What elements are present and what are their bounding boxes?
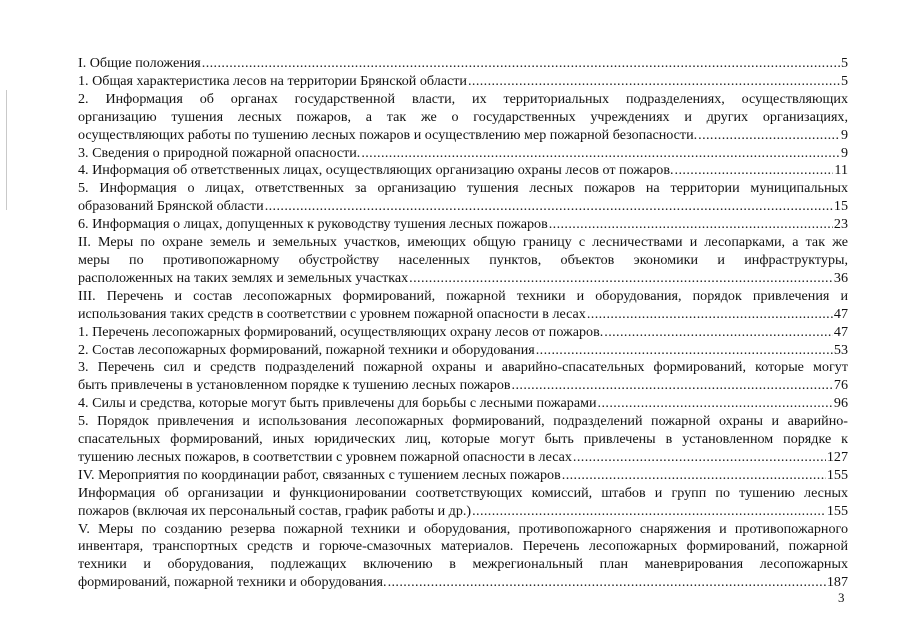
toc-page-ref: 155 [826,502,848,519]
toc-entry-line: 3. Перечень сил и средств подразделений пожарной охраны и аварийно-спасательных формирований, которые могут [78,359,848,376]
toc-entry-title: расположенных на таких землях и земельных участках [78,269,409,286]
toc-page-ref: 15 [833,198,848,215]
dot-leader [675,162,834,180]
toc-entry-final-line [78,73,848,91]
toc-entry[interactable] [78,467,848,485]
scan-margin-mark [6,90,7,210]
toc-entry-line: V. Меры по созданию резерва пожарной техники и оборудования, противопожарного снаряжения и противопожарного [78,520,848,537]
toc-entry-final-line [78,306,848,324]
toc-entry-title: IV. Мероприятия по координации работ, связанных с тушением лесных пожаров [78,466,561,483]
dot-leader [361,145,840,163]
dot-leader [472,503,826,521]
toc-page-ref: 53 [833,341,848,358]
toc-page-ref: 47 [833,305,848,322]
toc-entry[interactable] [78,395,848,413]
toc-entry-final-line [78,216,848,234]
dot-leader [573,449,826,467]
toc-page-ref: 47 [833,323,848,340]
toc-entry-final-line [78,395,848,413]
toc-entry-line: III. Перечень и состав лесопожарных формирований, пожарной техники и оборудования, порядок привлечения и [78,287,848,304]
toc-entry-final-line [78,162,848,180]
toc-entry-line: техники и оборудования, подлежащих включению в межрегиональный план маневрирования лесопожарных [78,556,848,573]
toc-entry-title: 4. Информация об ответственных лицах, осуществляющих организацию охраны лесов от пожаров. [78,162,674,179]
toc-entry-final-line [78,574,848,592]
toc-entry[interactable] [78,288,848,324]
toc-entry-line: меры по противопожарному обустройству населенных пунктов, объектов экономики и инфраструктуры, [78,251,848,268]
dot-leader [202,55,840,73]
toc-entry-line: 5. Порядок привлечения и использования лесопожарных формирований, подразделений пожарной охраны и аварийно- [78,413,848,430]
toc-entry-final-line [78,55,848,73]
toc-entry-final-line [78,324,848,342]
dot-leader [549,216,833,234]
toc-page-ref: 11 [834,162,848,179]
toc-entry[interactable] [78,359,848,395]
table-of-contents [78,55,848,592]
toc-entry[interactable] [78,55,848,73]
toc-entry[interactable] [78,216,848,234]
toc-page-ref: 9 [840,126,848,143]
toc-entry-title: использования таких средств в соответствии с уровнем пожарной опасности в лесах [78,305,586,322]
toc-entry-final-line [78,342,848,360]
dot-leader [388,574,826,592]
toc-page-ref: 36 [833,269,848,286]
toc-entry-title: осуществляющих работы по тушению лесных пожаров и осуществлению мер пожарной безопасности. [78,126,698,143]
dot-leader [409,270,833,288]
toc-entry-line: 2. Информация об органах государственной власти, их территориальных подразделениях, осуществляющих [78,90,848,107]
toc-entry[interactable] [78,162,848,180]
dot-leader [698,127,840,145]
toc-entry[interactable] [78,145,848,163]
toc-entry[interactable] [78,413,848,467]
dot-leader [604,324,833,342]
toc-entry[interactable] [78,324,848,342]
toc-entry-title: 1. Перечень лесопожарных формирований, осуществляющих охрану лесов от пожаров. [78,323,604,340]
toc-entry[interactable] [78,234,848,288]
toc-entry[interactable] [78,180,848,216]
dot-leader [598,395,833,413]
toc-entry-final-line [78,270,848,288]
toc-page-ref: 76 [833,377,848,394]
toc-entry-final-line [78,467,848,485]
toc-entry-title: быть привлечены в установленном порядке к тушению лесных пожаров [78,377,511,394]
toc-entry-line: II. Меры по охране земель и земельных участков, имеющих общую границу с лесничествами и лесопарками, а так же [78,234,848,251]
dot-leader [562,467,826,485]
toc-page-ref: 187 [826,574,848,591]
toc-entry-final-line [78,145,848,163]
toc-entry[interactable] [78,485,848,521]
toc-page-ref: 23 [833,216,848,233]
toc-entry-final-line [78,377,848,395]
toc-entry-line: 5. Информация о лицах, ответственных за организацию тушения лесных пожаров на территории муниципальных [78,180,848,197]
toc-entry-final-line [78,503,848,521]
toc-entry-title: тушению лесных пожаров, в соответствии с уровнем пожарной опасности в лесах [78,448,572,465]
toc-entry-title: 2. Состав лесопожарных формирований, пожарной техники и оборудования [78,341,535,358]
toc-entry-line: спасательных формирований, иных юридических лиц, которые могут быть привлечены в установленном порядке к [78,431,848,448]
toc-entry-line: инвентаря, транспортных средств и горюче-смазочных материалов. Перечень лесопожарных формирований, пожарной [78,538,848,555]
toc-entry-final-line [78,449,848,467]
toc-entry-final-line [78,198,848,216]
toc-entry-final-line [78,127,848,145]
toc-entry-title: образований Брянской области [78,198,264,215]
toc-entry-title: пожаров (включая их персональный состав, график работы и др.) [78,502,472,519]
dot-leader [265,198,833,216]
dot-leader [536,342,833,360]
toc-entry[interactable] [78,73,848,91]
dot-leader [512,377,833,395]
toc-entry-title: 3. Сведения о природной пожарной опасности. [78,144,361,161]
toc-entry-title: 6. Информация о лицах, допущенных к руководству тушения лесных пожаров [78,216,548,233]
toc-entry[interactable] [78,91,848,145]
toc-page-ref: 9 [840,144,848,161]
dot-leader [587,306,833,324]
dot-leader [468,73,840,91]
toc-page-ref: 127 [826,448,848,465]
toc-entry[interactable] [78,342,848,360]
toc-entry-title: I. Общие положения [78,55,201,71]
toc-entry-title: 1. Общая характеристика лесов на территории Брянской области [78,72,467,89]
toc-entry-title: формирований, пожарной техники и оборудования. [78,574,387,591]
toc-page-ref: 155 [826,466,848,483]
toc-entry-line: организацию тушения лесных пожаров, а так же о государственных учреждениях и других организациях, [78,108,848,125]
toc-entry-line: Информация об организации и функционировании соответствующих комиссий, штабов и групп по тушению лесных [78,484,848,501]
toc-page-ref: 5 [840,55,848,71]
toc-entry[interactable] [78,521,848,593]
toc-page-ref: 96 [833,395,848,412]
page-number: 3 [838,590,845,605]
toc-page-ref: 5 [840,72,848,89]
toc-entry-title: 4. Силы и средства, которые могут быть привлечены для борьбы с лесными пожарами [78,395,597,412]
